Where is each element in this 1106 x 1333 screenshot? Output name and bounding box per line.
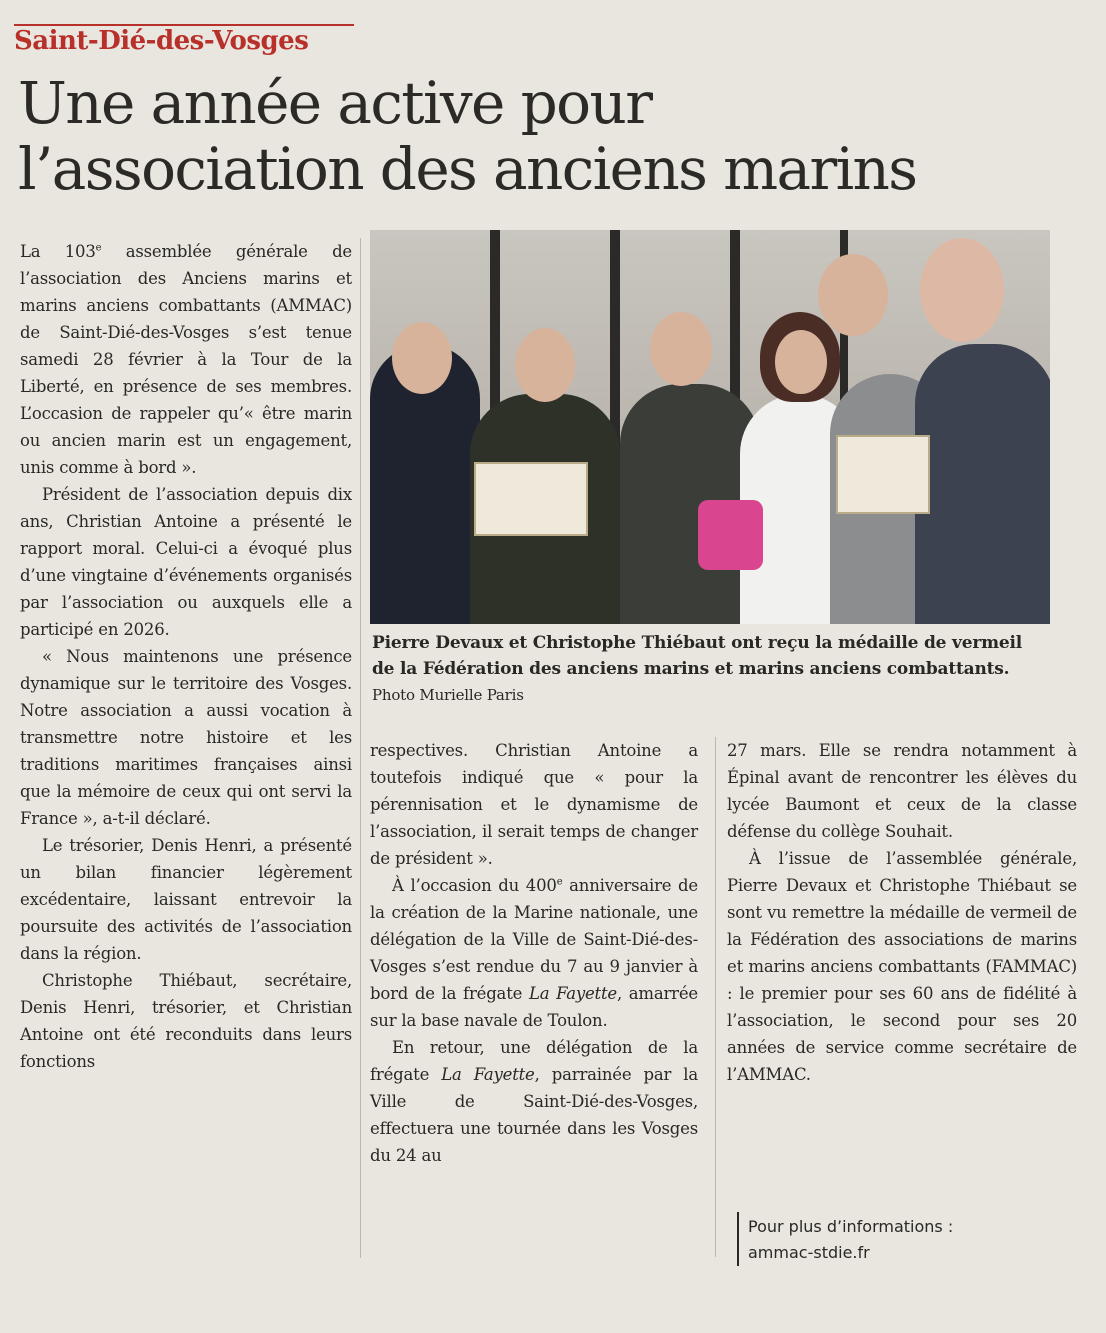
photo-bouquet [698, 500, 763, 570]
paragraph-6: À l’occasion du 400e anniversaire de la création de la Marine nationale, une délégation de la Ville de Saint-Dié-des-Vosges s’est rendue du 7 au 9 janvier à bord de la frégate La Fayette, amarrée sur la base navale de Toulon. [370, 876, 698, 1030]
photo-certificate [836, 435, 930, 514]
info-label: Pour plus d’informations : [748, 1217, 954, 1236]
column-rule [715, 737, 716, 1257]
photo-face [515, 328, 575, 402]
article-column-1 [20, 238, 352, 1075]
paragraph-7-continued: 27 mars. Elle se rendra notamment à Épinal avant de rencontrer les élèves du lycée Baumont et ceux de la classe défense du collège Souhait. [727, 741, 1077, 841]
photo-face [392, 322, 452, 394]
section-kicker: Saint-Dié-des-Vosges [14, 26, 309, 56]
group-photo [370, 230, 1050, 624]
photo-certificate [474, 462, 588, 536]
headline-line-1: Une année active pour [18, 69, 652, 137]
paragraph-7: En retour, une délégation de la frégate La Fayette, parrainée par la Ville de Saint-Dié-des-Vosges, effectuera une tournée dans les Vosges du 24 au [370, 1038, 698, 1165]
photo-credit: Photo Murielle Paris [372, 686, 524, 704]
paragraph-8: À l’issue de l’assemblée générale, Pierre Devaux et Christophe Thiébaut se sont vu remettre la médaille de vermeil de la Fédération des associations de marins et marins anciens combattants (FAMMAC) : le premier pour ses 60 ans de fidélité à l’association, le second pour ses 20 années de service comme secrétaire de l’AMMAC. [727, 849, 1077, 1084]
headline-line-2: l’association des anciens marins [18, 135, 917, 203]
photo-face [775, 330, 827, 394]
paragraph-2: Président de l’association depuis dix ans, Christian Antoine a présenté le rapport moral. Celui-ci a évoqué plus d’une vingtaine d’événements organisés par l’association ou auxquels elle a participé en 2026. [20, 485, 352, 639]
paragraph-3: « Nous maintenons une présence dynamique sur le territoire des Vosges. Notre association a aussi vocation à transmettre notre histoire et les traditions maritimes françaises ainsi que la mémoire de ceux qui ont servi la France », a-t-il déclaré. [20, 647, 352, 828]
photo-caption: Pierre Devaux et Christophe Thiébaut ont reçu la médaille de vermeil de la Fédération des anciens marins et marins anciens combattants. Photo Murielle Paris [372, 633, 1022, 704]
paragraph-5-continued: respectives. Christian Antoine a toutefois indiqué que « pour la pérennisation et le dynamisme de l’association, il serait temps de changer de président ». [370, 741, 698, 868]
info-url[interactable]: ammac-stdie.fr [748, 1243, 870, 1262]
info-box [748, 1214, 1078, 1266]
info-bar [737, 1212, 739, 1266]
article-column-2 [370, 737, 698, 1169]
headline [18, 70, 1098, 202]
column-rule [360, 238, 361, 1258]
article-column-3 [727, 737, 1077, 1088]
paragraph-5: Christophe Thiébaut, secrétaire, Denis Henri, trésorier, et Christian Antoine ont été reconduits dans leurs fonctions [20, 971, 352, 1071]
photo-face [818, 254, 888, 336]
photo-face [920, 238, 1004, 342]
paragraph-4: Le trésorier, Denis Henri, a présenté un bilan financier légèrement excédentaire, laissant entrevoir la poursuite des activités de l’association dans la région. [20, 836, 352, 963]
paragraph-1: La 103e assemblée générale de l’association des Anciens marins et marins anciens combattants (AMMAC) de Saint-Dié-des-Vosges s’est tenue samedi 28 février à la Tour de la Liberté, en présence de ses membres. L’occasion de rappeler qu’« être marin ou ancien marin est un engagement, unis comme à bord ». [20, 242, 352, 477]
photo-face [650, 312, 712, 386]
photo-person [915, 344, 1050, 624]
